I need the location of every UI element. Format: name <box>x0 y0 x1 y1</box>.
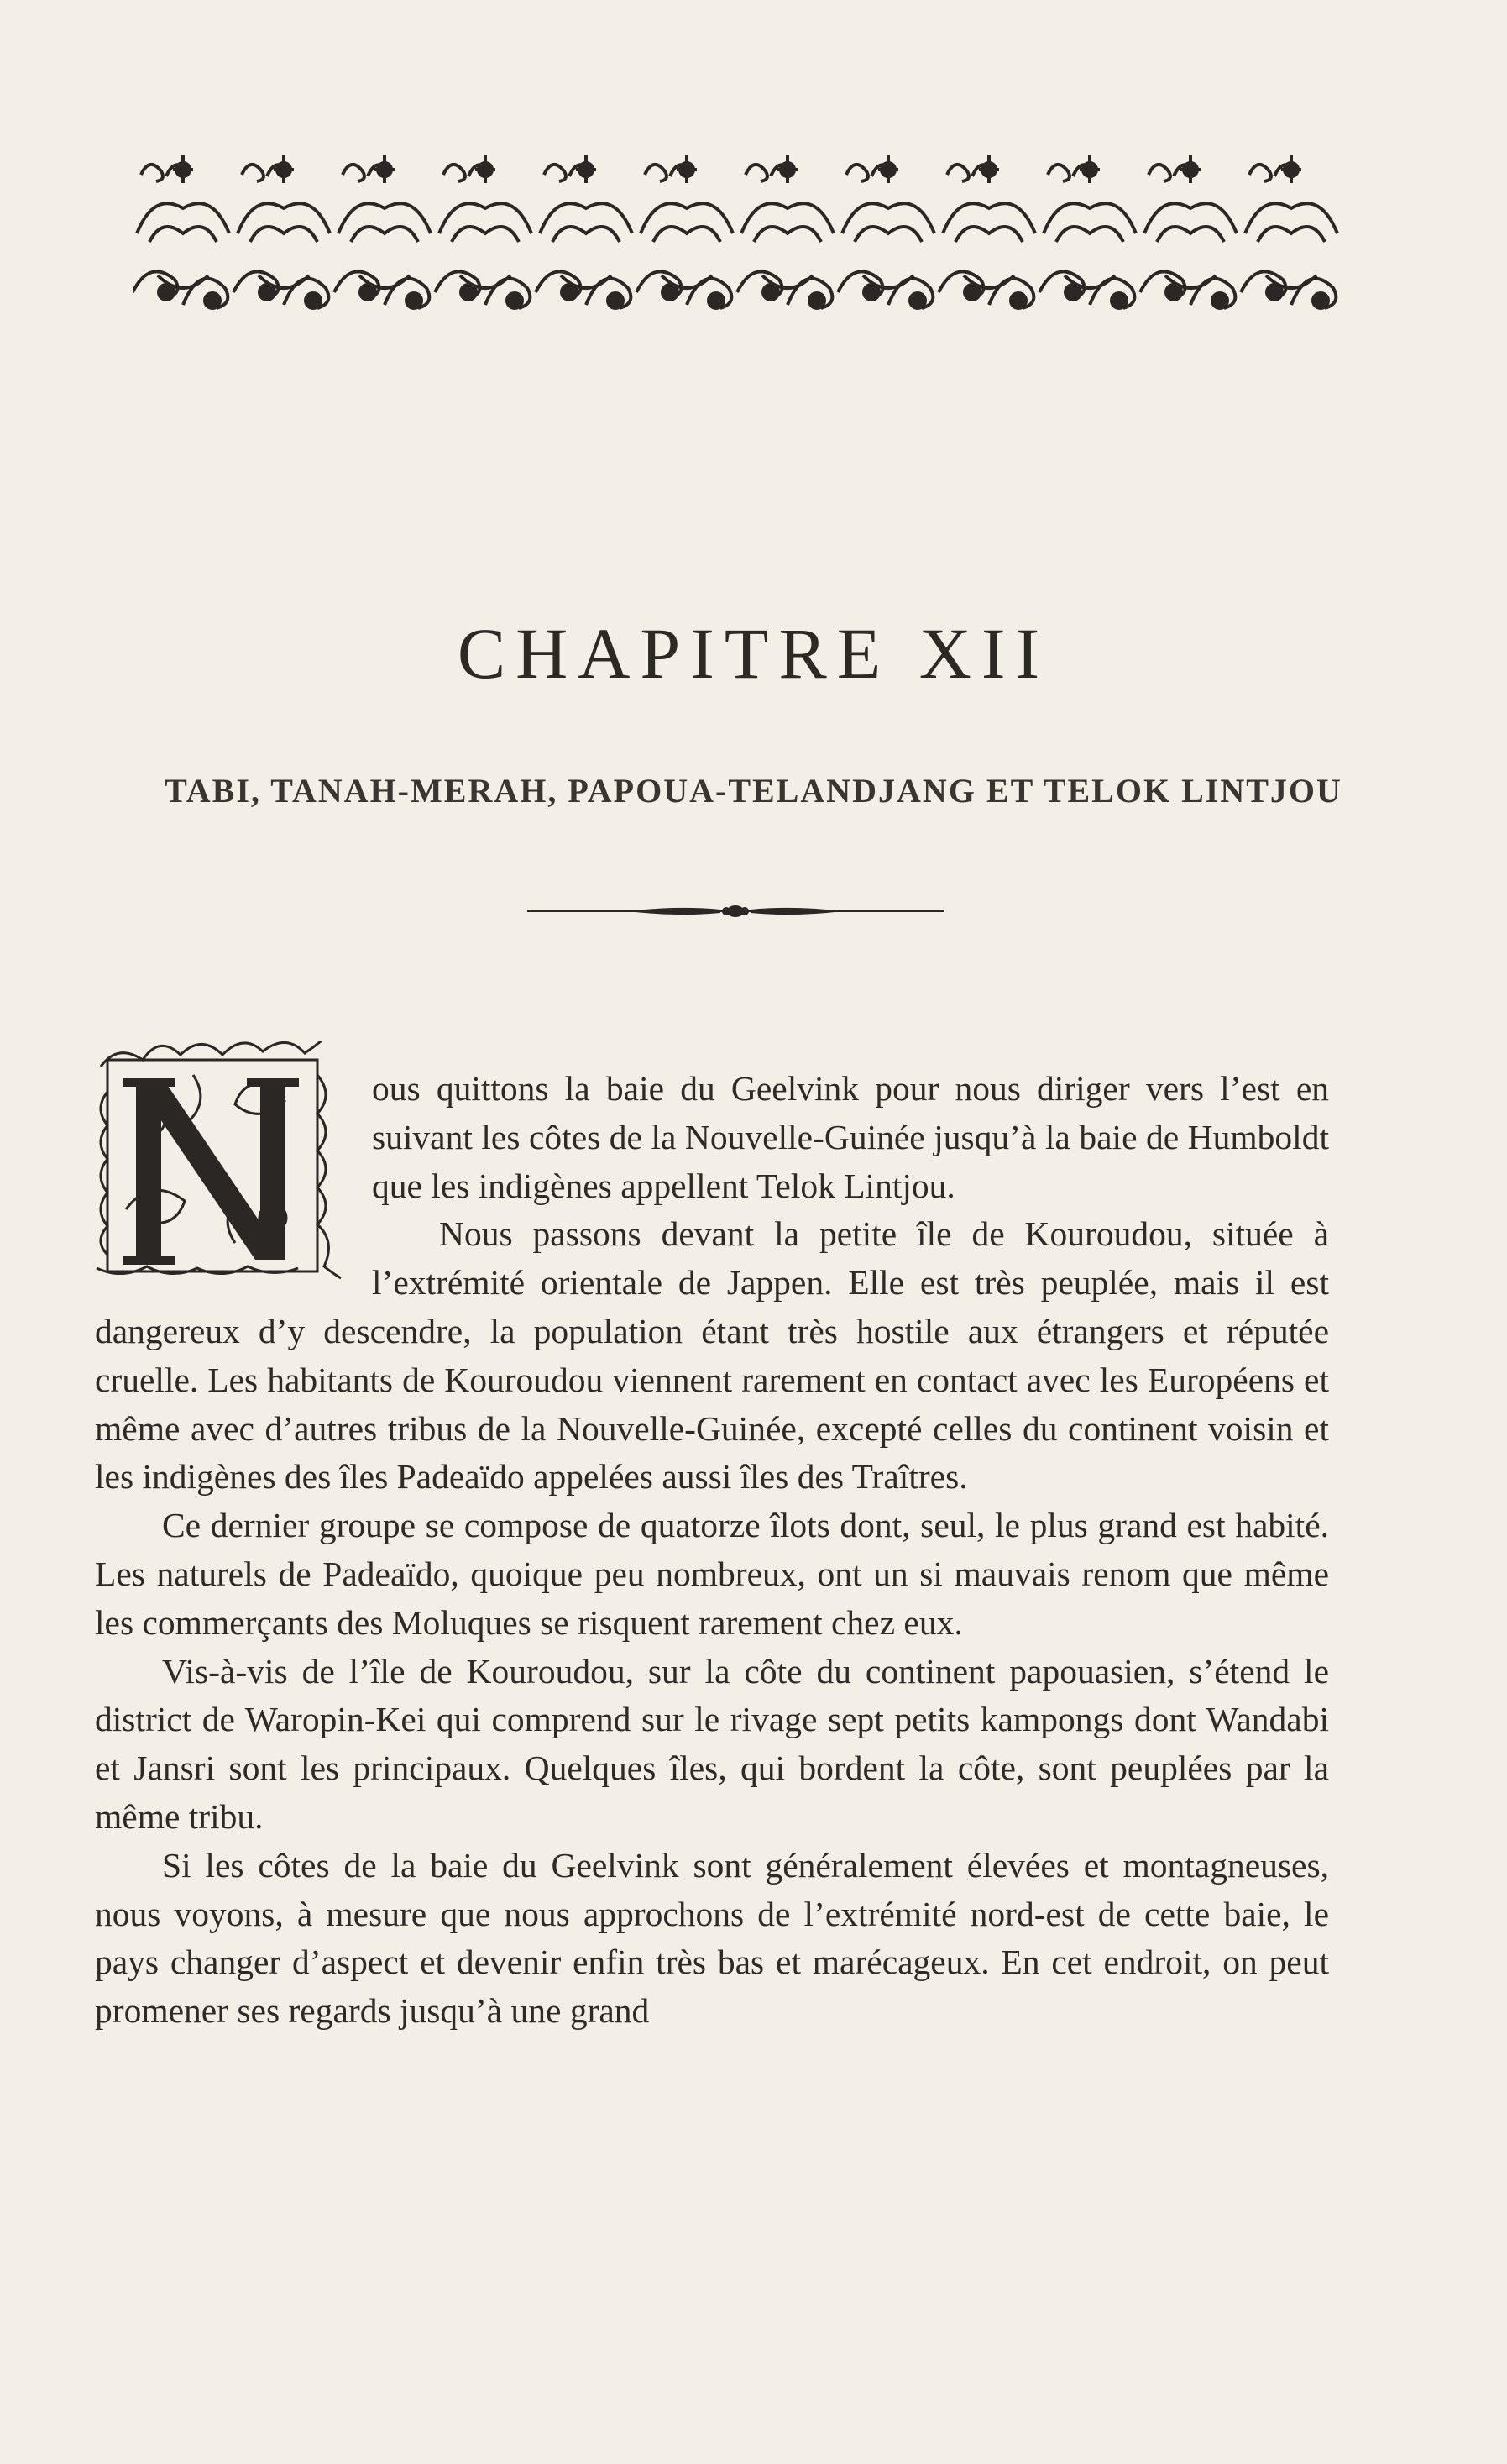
headpiece-motif <box>1140 155 1237 308</box>
headpiece-motif <box>435 155 531 308</box>
first-paragraph: ous quittons la baie du Geelvink pour nous diriger vers l’est en suivant les côtes de la Nouvelle-Guinée jusqu’à la baie de Humboldt que les indigènes appellent Telok Lintjou. <box>372 1069 1329 1205</box>
headpiece-motif <box>737 155 834 308</box>
headpiece-motif <box>1241 155 1337 308</box>
drop-cap-spacer <box>95 1065 372 1304</box>
headpiece-motif <box>838 155 934 308</box>
separator-ornament <box>527 899 944 924</box>
paragraph-3: Ce dernier groupe se compose de quatorze îlots dont, seul, le plus grand est habité. Les naturels de Padeaïdo, quoique peu nombreux, ont un si mauvais renom que même les commerçants des Moluques se risquent rarement chez eux. <box>95 1506 1329 1642</box>
paragraph-2: Nous passons devant la petite île de Kouroudou, située à l’extrémité orientale de Jappen. Elle est très peuplée, mais il est dangereux d’y descendre, la population étant très hostile aux étrangers et réputée cruelle. Les habitants de Kouroudou viennent rarement en contact avec les Européens et même avec d’autres tribus de la Nouvelle-Guinée, excepté celles du continent voisin et les indigènes des îles Padeaïdo appelées aussi îles des Traîtres. <box>95 1214 1329 1497</box>
chapter-title: CHAPITRE XII <box>457 613 1050 694</box>
headpiece-motif <box>133 155 229 308</box>
headpiece-motif <box>636 155 733 308</box>
headpiece-motif <box>334 155 431 308</box>
headpiece-motif <box>536 155 632 308</box>
paragraph-4: Vis-à-vis de l’île de Kouroudou, sur la côte du continent papouasien, s’étend le district de Waropin-Kei qui comprend sur le rivage sept petits kampongs dont Wandabi et Jansri sont les principaux. Quelques îles, qui bordent la côte, sont peuplées par la même tribu. <box>95 1651 1329 1836</box>
chapter-subtitle: TABI, TANAH-MERAH, PAPOUA-TELANDJANG ET TELOK LINTJOU <box>165 772 1342 810</box>
body-text <box>95 1065 1329 2036</box>
headpiece-motif <box>939 155 1035 308</box>
headpiece-motif <box>233 155 330 308</box>
ornamental-headpiece <box>133 149 1342 326</box>
headpiece-motif <box>1039 155 1136 308</box>
paragraph-5: Si les côtes de la baie du Geelvink sont généralement élevées et montagneuses, nous voyons, à mesure que nous approchons de l’extrémité nord-est de cette baie, le pays changer d’aspect et devenir enfin très bas et marécageux. En cet endroit, on peut promener ses regards jusqu’à une grand <box>95 1845 1329 2031</box>
